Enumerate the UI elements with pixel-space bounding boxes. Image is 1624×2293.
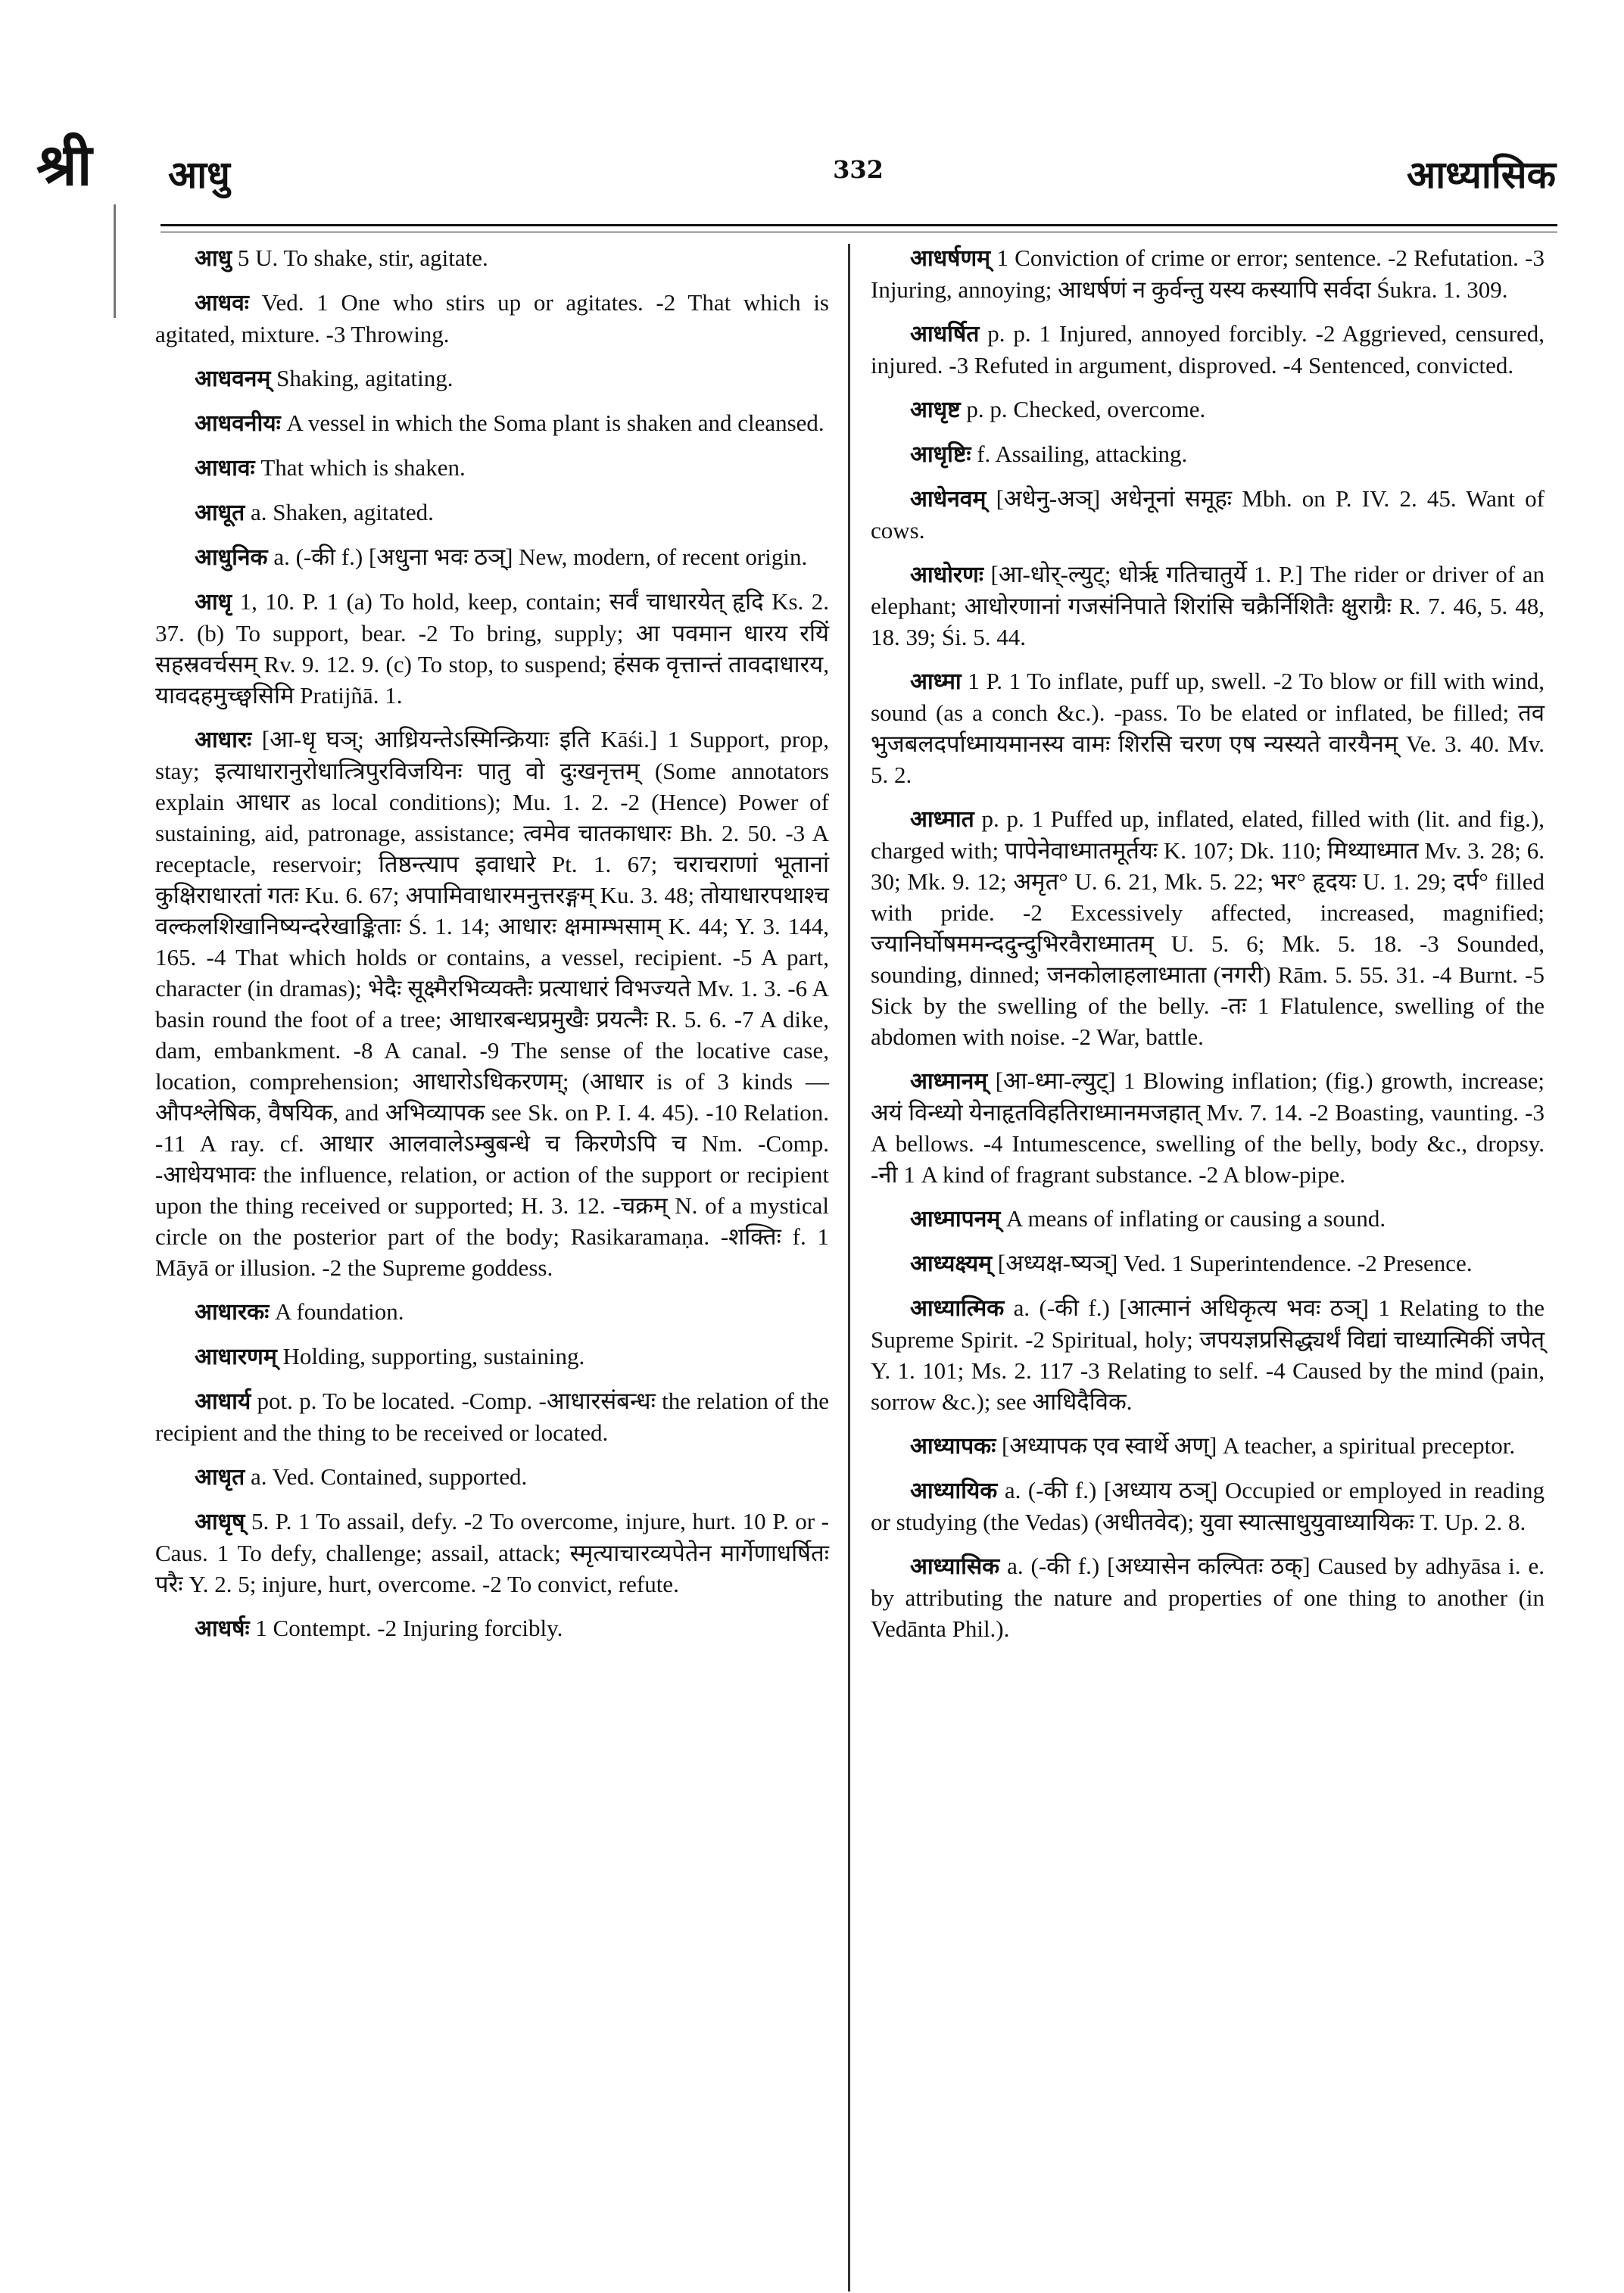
entry-headword: आधावः <box>195 455 255 481</box>
entry-headword: आध्मा <box>910 668 962 695</box>
entry <box>155 452 829 484</box>
entry-text: a. Ved. Contained, supported. <box>245 1463 528 1490</box>
entry-text: 1, 10. P. 1 (a) To hold, keep, contain; सर्वं चाधारयेत् हृदि Ks. 2. 37. (b) To support, bear. -2 To bring, supply; आ पवमान धारय रयिं सहस्रवर्चसम् Rv. 9. 12. 9. (c) To stop, to suspend; हंसक वृत्तान्तं तावदाधारय, यावदहमुच्छ्वसिमि Pratijñā. 1. <box>155 588 829 709</box>
entry <box>155 242 829 274</box>
entry-headword: आधर्षणम् <box>910 245 991 272</box>
entry <box>871 665 1545 790</box>
entry-text: p. p. 1 Injured, annoyed forcibly. -2 Aggrieved, censured, injured. -3 Refuted in argument, disproved. -4 Sentenced, convicted. <box>871 320 1545 379</box>
entry-headword: आध्मात <box>910 806 974 833</box>
entry-headword: आधवनीयः <box>195 410 281 437</box>
entry <box>871 438 1545 470</box>
right-column <box>871 242 1545 1657</box>
entry-headword: आधर्षित <box>910 321 980 347</box>
entry-headword: आध्यक्ष्यम् <box>910 1251 993 1277</box>
entry-text: A foundation. <box>269 1298 404 1325</box>
column-divider <box>848 244 850 2291</box>
entry-text: 1 Contempt. -2 Injuring forcibly. <box>249 1615 563 1641</box>
entry <box>155 1506 829 1600</box>
entry <box>155 287 829 350</box>
entry <box>155 541 829 573</box>
entry-text: a. (-की f.) [आत्मानं अधिकृत्य भवः ठञ्] 1 Relating to the Supreme Spirit. -2 Spiritual, holy; जपयज्ञप्रसिद्ध्यर्थं विद्यां चाध्यात्मिकीं जपेत् Y. 1. 101; Ms. 2. 117 -3 Relating to self. -4 Caused by the mind (pain, sorrow &c.); see आधिदैविक. <box>871 1294 1545 1415</box>
entry-text: f. Assailing, attacking. <box>971 441 1188 467</box>
entry <box>155 1341 829 1372</box>
entry <box>155 1296 829 1328</box>
entry-headword: आधारः <box>195 727 252 753</box>
entry <box>871 1475 1545 1537</box>
entry-headword: आधृ <box>195 589 232 615</box>
entry <box>871 1248 1545 1279</box>
entry-headword: आधेनवम् <box>910 486 987 512</box>
entry-headword: आध्यासिक <box>910 1553 1000 1580</box>
entry-headword: आधवः <box>195 290 249 316</box>
entry <box>871 242 1545 305</box>
entry-headword: आध्मापनम् <box>910 1206 1001 1232</box>
entry <box>155 1385 829 1448</box>
entry-text: That which is shaken. <box>254 454 466 481</box>
entry-headword: आध्यायिक <box>910 1478 998 1504</box>
entry-headword: आधारणम् <box>195 1344 277 1370</box>
header-rule <box>161 224 1557 232</box>
entry <box>155 1612 829 1644</box>
entry-headword: आधु <box>195 245 232 272</box>
entry <box>155 497 829 528</box>
entry-text: 5. P. 1 To assail, defy. -2 To overcome, injure, hurt. 10 P. or -Caus. 1 To defy, challenge; assail, attack; स्मृत्याचारव्यपेतेन मार्गेणाधर्षितः परैः Y. 2. 5; injure, hurt, overcome. -2 To convict, refute. <box>155 1508 829 1597</box>
entry-text: a. (-की f.) [अधुना भवः ठञ्] New, modern, of recent origin. <box>267 544 808 570</box>
entry-text: Shaking, agitating. <box>270 365 454 391</box>
entry <box>155 724 829 1283</box>
entry-headword: आधृत <box>195 1464 245 1491</box>
page-header <box>161 148 1556 216</box>
entry-text: A means of inflating or causing a sound. <box>1000 1205 1386 1232</box>
entry <box>155 363 829 394</box>
entry-text: [अधेनु-अञ्] अधेनूनां समूहः Mbh. on P. IV. 2. 45. Want of cows. <box>871 485 1545 544</box>
entry <box>871 1292 1545 1417</box>
entry <box>871 1203 1545 1235</box>
entry-headword: आध्मानम् <box>910 1068 988 1095</box>
page-number: 332 <box>833 155 884 184</box>
entry-headword: आधुनिक <box>195 544 268 571</box>
entry-headword: आधूत <box>195 500 245 526</box>
entry-text: p. p. 1 Puffed up, inflated, elated, filled with (lit. and fig.), charged with; पापेनेवाध्मातमूर्तयः K. 107; Dk. 110; मिथ्याध्मात Mv. 3. 28; 6. 30; Mk. 9. 12; अमृत° U. 6. 21, Mk. 5. 22; भर° हृदयः U. 1. 29; दर्प° filled with pride. -2 Excessively affected, increased, magnified; ज्यानिर्घोषममन्ददुन्दुभिरवैराध्मातम् U. 5. 6; Mk. 5. 18. -3 Sounded, sounding, dinned; जनकोलाहलाध्माता (नगरी) Rām. 5. 55. 31. -4 Burnt. -5 Sick by the swelling of the belly. -तः 1 Flatulence, swelling of the abdomen with noise. -2 War, battle. <box>871 805 1545 1050</box>
entry-headword: आधवनम् <box>195 366 271 392</box>
entry-headword: आधोरणः <box>910 562 983 588</box>
entry-text: A vessel in which the Soma plant is shaken and cleansed. <box>280 410 824 436</box>
corner-rule <box>114 204 116 318</box>
right-guide-word: आध्यासिक <box>1407 153 1556 197</box>
entry <box>155 407 829 439</box>
entry-text: a. (-की f.) [अध्यासेन कल्पितः ठक्] Caused by adhyāsa i. e. by attributing the nature and properties of one thing to another (in Vedānta Phil.). <box>871 1553 1545 1642</box>
entry-text: [अध्यक्ष-ष्यञ्] Ved. 1 Superintendence. -2 Presence. <box>992 1250 1473 1276</box>
entry <box>871 1430 1545 1462</box>
entry-text: [आ-धोर्-ल्युट्; धोर्ऋ गतिचातुर्ये 1. P.] The rider or driver of an elephant; आधोरणानां गजसंनिपाते शिरांसि चक्रैर्निशितैः क्षुराग्रैः R. 7. 46, 5. 48, 18. 39; Śi. 5. 44. <box>871 561 1545 650</box>
entry-headword: आधारकः <box>195 1299 270 1326</box>
left-column <box>155 242 829 1657</box>
entry <box>155 586 829 711</box>
entry-headword: आध्यात्मिक <box>910 1295 1005 1322</box>
entry-headword: आधृष्ट <box>910 397 961 423</box>
entry-headword: आधर्षः <box>195 1615 250 1642</box>
entry-text: [आ-धृ घञ्; आध्रियन्तेऽस्मिन्क्रियाः इति Kāśi.] 1 Support, prop, stay; इत्याधारानुरोधात्त्रिपुरविजयिनः पातु वो दुःखनृत्तम् (Some annotators explain आधार as local conditions); Mu. 1. 2. -2 (Hence) Power of sustaining, aid, patronage, assistance; त्वमेव चातकाधारः Bh. 2. 50. -3 A receptacle, reservoir; तिष्ठन्त्याप इवाधारे Pt. 1. 67; चराचराणां भूतानां कुक्षिराधारतां गतः Ku. 6. 67; अपामिवाधारमनुत्तरङ्गम् Ku. 3. 48; तोयाधारपथाश्च वल्कलशिखानिष्यन्दरेखाङ्किताः Ś. 1. 14; आधारः क्षमाम्भसाम् K. 44; Y. 3. 144, 165. -4 That which holds or contains, a vessel, recipient. -5 A part, character (in dramas); भेदैः सूक्ष्मैरभिव्यक्तैः प्रत्याधारं विभज्यते Mv. 1. 3. -6 A basin round the foot of a tree; आधारबन्धप्रमुखैः प्रयत्नैः R. 5. 6. -7 A dike, dam, embankment. -8 A canal. -9 The sense of the locative case, location, comprehension; आधारोऽधिकरणम्; (आधार is of 3 kinds — औपश्लेषिक, वैषयिक, and अभिव्यापक see Sk. on P. I. 4. 45). -10 Relation. -11 A ray. cf. आधार आलवालेऽम्बुबन्धे च किरणेऽपि च Nm. -Comp. -आधेयभावः the influence, relation, or action of the support or recipient upon the thing received or supported; H. 3. 12. -चक्रम् N. of a mystical circle on the posterior part of the body; Rasikaramaṇa. -शक्तिः f. 1 Māyā or illusion. -2 the Supreme goddess. <box>155 726 829 1281</box>
entry-text: a. (-की f.) [अध्याय ठञ्] Occupied or employed in reading or studying (the Vedas) (अधीतवेद); युवा स्यात्साधुयुवाध्यायिकः T. Up. 2. 8. <box>871 1477 1545 1535</box>
corner-mark: श्री <box>36 131 92 198</box>
entry <box>871 483 1545 546</box>
entry <box>871 1550 1545 1644</box>
left-guide-word: आधु <box>168 153 230 197</box>
entry-text: Holding, supporting, sustaining. <box>276 1343 585 1369</box>
entry <box>871 394 1545 425</box>
entry-headword: आधृष् <box>195 1509 245 1535</box>
entry-headword: आध्यापकः <box>910 1433 996 1460</box>
entry-headword: आधृष्टिः <box>910 441 971 468</box>
entry-text: pot. p. To be located. -Comp. -आधारसंबन्धः the relation of the recipient and the thing to be received or located. <box>155 1388 829 1446</box>
entry-text: a. Shaken, agitated. <box>245 499 434 525</box>
entry-text: Ved. 1 One who stirs up or agitates. -2 That which is agitated, mixture. -3 Throwing. <box>155 289 829 347</box>
entry <box>871 1065 1545 1190</box>
entry-text: 5 U. To shake, stir, agitate. <box>232 245 488 271</box>
entry-text: [अध्यापक एव स्वार्थे अण्] A teacher, a spiritual preceptor. <box>996 1432 1516 1459</box>
entry-text: 1 P. 1 To inflate, puff up, swell. -2 To blow or fill with wind, sound (as a conch &c.). -pass. To be elated or inflated, be filled; तव भुजबलदर्पाध्मायमानस्य वामः शिरसि चरण एष न्यस्यते वारयैनम् Ve. 3. 40. Mv. 5. 2. <box>871 668 1545 788</box>
entry-text: 1 Conviction of crime or error; sentence. -2 Refutation. -3 Injuring, annoying; आधर्षणं न कुर्वन्तु यस्य कस्यापि सर्वदा Śukra. 1. 309. <box>871 245 1545 303</box>
entry <box>155 1461 829 1493</box>
entry-text: p. p. Checked, overcome. <box>960 396 1206 422</box>
entry-text: [आ-ध्मा-ल्युट्] 1 Blowing inflation; (fig.) growth, increase; अयं विन्ध्यो येनाहृतविहतिराध्मानमजहात् Mv. 7. 14. -2 Boasting, vaunting. -3 A bellows. -4 Intumescence, swelling of the belly, body &c., dropsy. -नी 1 A kind of fragrant substance. -2 A blow-pipe. <box>871 1067 1545 1188</box>
entry-headword: आधार्य <box>195 1388 251 1415</box>
entry <box>871 803 1545 1052</box>
entry <box>871 559 1545 653</box>
entry <box>871 318 1545 381</box>
